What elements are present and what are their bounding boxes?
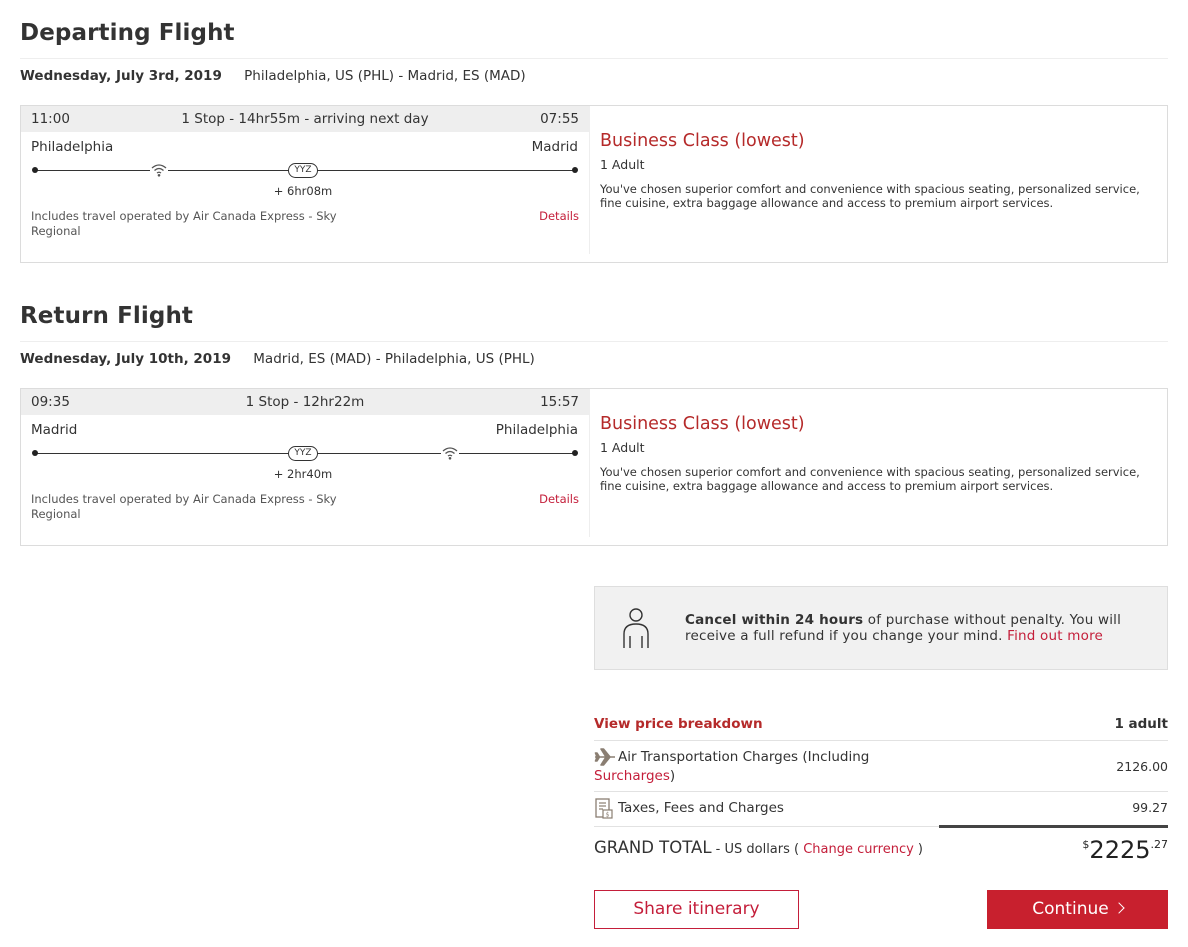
departing-date-line xyxy=(20,68,526,84)
air-charges-label xyxy=(618,748,928,767)
departing-details-link[interactable]: Details xyxy=(539,209,579,223)
cancel-policy-body: of purchase without penalty. You will receive a full refund if you change your mind. xyxy=(685,612,1122,644)
departing-card-divider xyxy=(589,106,590,254)
grand-total-whole: 2225 xyxy=(1089,836,1151,864)
return-operated-by: Includes travel operated by Air Canada Express - Sky Regional xyxy=(31,492,337,521)
return-cabin: Business Class (lowest) xyxy=(600,414,805,434)
air-charges-value: 2126.00 xyxy=(1116,759,1168,774)
price-divider xyxy=(594,791,1168,792)
air-charges-close: ) xyxy=(669,768,676,784)
departing-route: Philadelphia, US (PHL) - Madrid, ES (MAD) xyxy=(244,68,526,84)
departing-cabin: Business Class (lowest) xyxy=(600,131,805,151)
departing-passengers: 1 Adult xyxy=(600,157,645,172)
cancel-policy-bold: Cancel within 24 hours xyxy=(685,612,864,628)
return-layover: + 2hr40m xyxy=(273,467,333,481)
view-price-breakdown-link[interactable]: View price breakdown xyxy=(594,716,763,732)
change-currency-link[interactable]: Change currency xyxy=(803,842,914,857)
return-date-line xyxy=(20,351,535,367)
departing-dep-time: 11:00 xyxy=(31,111,70,127)
receipt-icon xyxy=(594,798,614,824)
taxes-value: 99.27 xyxy=(1132,800,1168,815)
cancel-policy-text xyxy=(685,612,1155,644)
return-dep-time: 09:35 xyxy=(31,394,70,410)
return-time-bar xyxy=(21,389,589,415)
return-itinerary xyxy=(21,389,589,545)
air-charges-label-line2 xyxy=(594,767,675,786)
departing-title-rule xyxy=(20,58,1168,59)
departing-origin-dot xyxy=(32,167,38,173)
departing-title: Departing Flight xyxy=(20,20,235,46)
continue-label: Continue xyxy=(1032,899,1109,919)
departing-cabin-desc: You've chosen superior comfort and convenience with spacious seating, personalized service, fine cuisine, extra baggage allowance and access to premium airport services. xyxy=(600,182,1140,210)
departing-summary: 1 Stop - 14hr55m - arriving next day xyxy=(181,111,429,127)
find-out-more-link[interactable]: Find out more xyxy=(1007,628,1104,644)
departing-origin-city: Philadelphia xyxy=(31,139,114,155)
currency-close: ) xyxy=(913,842,923,857)
wifi-icon xyxy=(441,445,459,459)
wifi-icon xyxy=(150,162,168,176)
price-divider xyxy=(594,740,1168,741)
return-date: Wednesday, July 10th, 2019 xyxy=(20,351,231,367)
air-charges-text: Air Transportation Charges (Including xyxy=(618,749,870,765)
return-dest-city: Philadelphia xyxy=(495,422,578,438)
passenger-count: 1 adult xyxy=(1114,716,1168,732)
return-origin-city: Madrid xyxy=(31,422,78,438)
grand-total-symbol: $ xyxy=(1082,838,1090,851)
cancel-policy-box xyxy=(594,586,1168,670)
departing-flight-card xyxy=(20,105,1168,263)
grand-total-label xyxy=(594,838,923,857)
return-stop-code[interactable]: YYZ xyxy=(288,446,318,461)
return-flight-card xyxy=(20,388,1168,546)
return-title: Return Flight xyxy=(20,303,194,329)
departing-dest-city: Madrid xyxy=(531,139,578,155)
continue-button[interactable] xyxy=(987,890,1168,929)
grand-total-value xyxy=(1082,836,1168,864)
departing-stop-code[interactable]: YYZ xyxy=(288,163,318,178)
currency-text: - US dollars ( xyxy=(711,842,804,857)
departing-layover: + 6hr08m xyxy=(273,184,333,198)
return-title-rule xyxy=(20,341,1168,342)
departing-time-bar xyxy=(21,106,589,132)
return-details-link[interactable]: Details xyxy=(539,492,579,506)
taxes-label: Taxes, Fees and Charges xyxy=(618,800,784,816)
surcharges-link[interactable]: Surcharges xyxy=(594,768,670,784)
return-arr-time: 15:57 xyxy=(540,394,579,410)
svg-text:$: $ xyxy=(605,811,610,819)
chevron-right-icon xyxy=(1113,902,1124,913)
person-icon xyxy=(621,606,651,650)
departing-dest-dot xyxy=(572,167,578,173)
grand-total-cents: .27 xyxy=(1150,838,1168,851)
return-dest-dot xyxy=(572,450,578,456)
return-card-divider xyxy=(589,389,590,537)
grand-total-rule xyxy=(939,825,1168,828)
return-cabin-desc: You've chosen superior comfort and convenience with spacious seating, personalized service, fine cuisine, extra baggage allowance and access to premium airport services. xyxy=(600,465,1140,493)
return-summary: 1 Stop - 12hr22m xyxy=(245,394,365,410)
departing-arr-time: 07:55 xyxy=(540,111,579,127)
departing-itinerary xyxy=(21,106,589,262)
departing-date: Wednesday, July 3rd, 2019 xyxy=(20,68,222,84)
return-passengers: 1 Adult xyxy=(600,440,645,455)
departing-operated-by: Includes travel operated by Air Canada Express - Sky Regional xyxy=(31,209,337,238)
return-route: Madrid, ES (MAD) - Philadelphia, US (PHL) xyxy=(253,351,535,367)
price-divider xyxy=(594,826,939,827)
return-origin-dot xyxy=(32,450,38,456)
grand-total-text: GRAND TOTAL xyxy=(594,838,712,857)
share-itinerary-label: Share itinerary xyxy=(633,899,760,919)
share-itinerary-button[interactable] xyxy=(594,890,799,929)
